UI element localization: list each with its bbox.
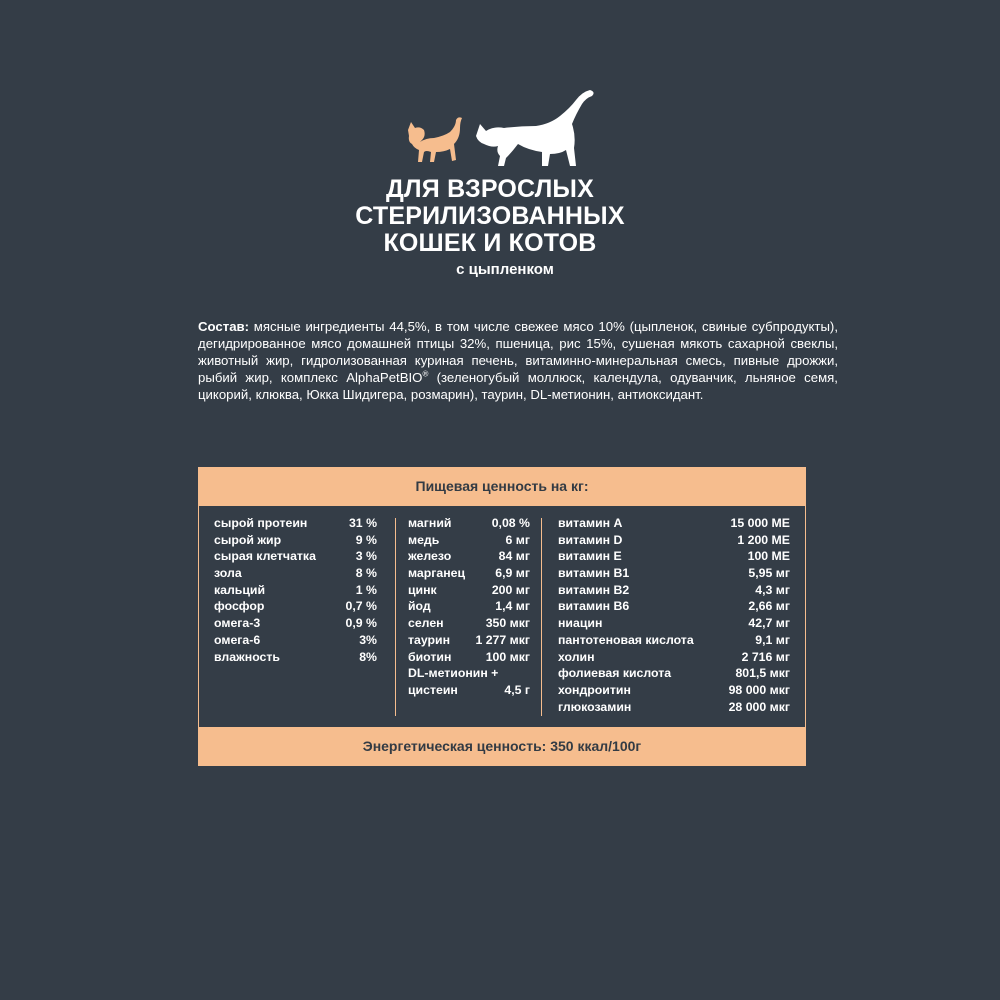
title-line: СТЕРИЛИЗОВАННЫХ <box>355 202 625 230</box>
composition-label: Состав: <box>198 319 250 334</box>
nutrient-value: 15 000 МЕ <box>730 516 790 530</box>
nutrient-name: холин <box>558 649 595 664</box>
nutrient-name: витамин В2 <box>558 582 630 597</box>
nutrient-name: цистеин <box>408 682 458 697</box>
nutrient-value: 31 % <box>348 516 377 530</box>
nutrient-name: медь <box>408 532 440 547</box>
nutrient-name: фолиевая кислота <box>558 666 672 681</box>
nutrient-name: железо <box>408 549 452 564</box>
nutrient-row <box>214 632 377 649</box>
column-divider <box>541 518 542 716</box>
nutrient-row <box>558 598 790 615</box>
nutrient-value: 98 000 мкг <box>728 682 790 697</box>
nutrition-column-macros <box>214 515 377 665</box>
nutrient-value: 2 716 мг <box>741 649 790 664</box>
registered-mark: ® <box>422 369 429 379</box>
composition-text <box>198 318 838 403</box>
nutrient-row <box>214 532 377 549</box>
nutrient-value: 0,08 % <box>491 516 530 530</box>
nutrient-row <box>408 598 530 615</box>
nutrient-row <box>558 582 790 599</box>
nutrient-name: кальций <box>214 582 266 597</box>
nutrient-value: 200 мг <box>491 582 530 597</box>
nutrient-row <box>408 515 530 532</box>
nutrient-row <box>408 532 530 549</box>
nutrient-row <box>558 615 790 632</box>
nutrient-value: 9 % <box>355 532 377 547</box>
cats-icon <box>400 86 600 168</box>
nutrient-row <box>408 615 530 632</box>
nutrient-name: ниацин <box>558 616 603 631</box>
nutrient-value: 8 % <box>355 566 377 581</box>
kitten-icon <box>408 117 462 162</box>
nutrient-value: 100 мкг <box>485 649 530 664</box>
nutrient-row <box>214 582 377 599</box>
adult-cat-icon <box>476 90 594 166</box>
nutrient-name: зола <box>214 566 242 581</box>
title-line: ДЛЯ ВЗРОСЛЫХ <box>386 175 594 203</box>
nutrient-value: 28 000 мкг <box>728 699 790 714</box>
nutrient-name: омега-6 <box>214 632 261 647</box>
nutrient-value: 1 200 МЕ <box>737 532 790 547</box>
nutrient-value: 8% <box>359 649 377 664</box>
nutrient-value: 4,5 г <box>504 682 530 697</box>
nutrient-value: 42,7 мг <box>748 616 790 631</box>
nutrient-value: 6 мг <box>505 532 530 547</box>
nutrient-value: 6,9 мг <box>495 566 530 581</box>
nutrition-column-vitamins <box>558 515 790 715</box>
nutrient-row <box>214 515 377 532</box>
nutrient-row <box>408 632 530 649</box>
energy-value: Энергетическая ценность: 350 ккал/100г <box>198 727 806 766</box>
nutrient-row <box>558 565 790 582</box>
nutrient-name: таурин <box>408 632 451 647</box>
nutrient-row <box>558 665 790 682</box>
nutrient-row <box>408 582 530 599</box>
nutrient-name: витамин Е <box>558 549 622 564</box>
nutrient-row <box>408 665 530 682</box>
composition-body: мясные ингредиенты 44,5%, в том числе свежее мясо 10% (цыпленок, свиные субпродукты), дегидрированное мясо домашней птицы 32%, пшеница, рис 15%, сушеная мякоть сахарной свеклы, животный жир, гидролизованная куриная печень, витаминно-минеральная смесь, пивные дрожжи, рыбий жир, комплекс AlphaPetBIO <box>198 319 838 385</box>
nutrient-value: 0,7 % <box>345 599 377 614</box>
nutrient-name: омега-3 <box>214 616 261 631</box>
nutrient-row <box>558 532 790 549</box>
nutrient-name: сырой протеин <box>214 516 308 530</box>
nutrient-value: 1 % <box>355 582 377 597</box>
nutrient-name: хондроитин <box>558 682 631 697</box>
nutrient-name: йод <box>408 599 431 614</box>
nutrient-name: DL-метионин + <box>408 666 499 681</box>
nutrient-name: селен <box>408 616 444 631</box>
nutrient-value: 3% <box>359 632 377 647</box>
nutrition-column-minerals <box>408 515 530 699</box>
nutrient-row <box>558 682 790 699</box>
nutrient-value: 5,95 мг <box>748 566 790 581</box>
nutrient-value: 9,1 мг <box>755 632 790 647</box>
nutrient-row <box>558 548 790 565</box>
nutrient-name: витамин D <box>558 532 623 547</box>
nutrient-value: 801,5 мкг <box>735 666 790 681</box>
nutrient-name: цинк <box>408 582 437 597</box>
nutrient-name: витамин А <box>558 516 623 530</box>
nutrient-row <box>408 649 530 666</box>
nutrient-row <box>214 649 377 666</box>
nutrient-name: марганец <box>408 566 466 581</box>
nutrient-value: 3 % <box>355 549 377 564</box>
product-subtitle: с цыпленком <box>456 261 554 278</box>
nutrient-value: 1 277 мкг <box>475 632 530 647</box>
composition-body-cont: (зеленогубый моллюск, календула, одуванчик, льняное семя, цикорий, клюква, Юкка Шидигера, розмарин), таурин, DL-метионин, антиоксидант. <box>198 370 838 402</box>
nutrition-panel <box>198 467 806 766</box>
nutrient-row <box>408 548 530 565</box>
nutrient-name: глюкозамин <box>558 699 632 714</box>
nutrient-name: влажность <box>214 649 280 664</box>
nutrient-row <box>214 565 377 582</box>
nutrient-value: 350 мкг <box>485 616 530 631</box>
nutrient-row <box>214 598 377 615</box>
nutrient-row <box>558 515 790 532</box>
nutrient-row <box>558 699 790 716</box>
nutrient-name: пантотеновая кислота <box>558 632 694 647</box>
nutrient-row <box>408 565 530 582</box>
nutrient-value: 4,3 мг <box>755 582 790 597</box>
column-divider <box>395 518 396 716</box>
nutrient-row <box>214 548 377 565</box>
nutrient-value: 0,9 % <box>345 616 377 631</box>
nutrient-name: магний <box>408 516 452 530</box>
nutrient-row <box>214 615 377 632</box>
nutrient-row <box>558 632 790 649</box>
product-title <box>340 176 640 257</box>
nutrient-name: биотин <box>408 649 452 664</box>
nutrient-row <box>408 682 530 699</box>
nutrient-value: 1,4 мг <box>495 599 530 614</box>
nutrient-name: фосфор <box>214 599 265 614</box>
nutrient-row <box>558 649 790 666</box>
nutrient-name: витамин В6 <box>558 599 630 614</box>
nutrient-value: 84 мг <box>498 549 530 564</box>
nutrient-name: сырой жир <box>214 532 282 547</box>
nutrition-header: Пищевая ценность на кг: <box>198 467 806 506</box>
nutrient-value: 2,66 мг <box>748 599 790 614</box>
title-line: КОШЕК И КОТОВ <box>383 229 597 257</box>
nutrient-name: витамин В1 <box>558 566 630 581</box>
nutrient-name: сырая клетчатка <box>214 549 316 564</box>
nutrient-value: 100 МЕ <box>747 549 790 564</box>
